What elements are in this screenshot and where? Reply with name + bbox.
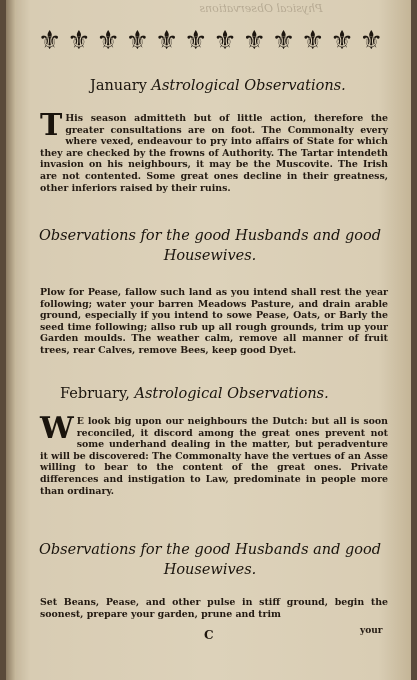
fleuron-icon: ⚜ [184,26,208,56]
january-paragraph [40,108,388,194]
fleuron-icon: ⚜ [301,26,325,56]
fleuron-icon: ⚜ [154,26,179,56]
fleuron-icon: ⚜ [125,26,150,56]
february-heading-month: February, [60,386,130,402]
page-gutter [6,0,16,680]
fleuron-icon: ⚜ [67,26,91,56]
february-dropcap: W [40,411,74,446]
february-husbands-heading [30,540,390,580]
february-text: E look big upon our neighbours the Dutch: but all is soon reconciled, it discord among the great ones prevent not some underhand dealing in the matter, but peradventure it will be discovered: The Commonalty have the vertues of an Asse willing to bear to the content of the great ones. Private differences and instigation to Law, predominate in people more than ordinary. [40,416,388,497]
january-husbands-heading-line2: Housewives. [163,248,257,264]
february-husbands-heading-line2: Housewives. [163,562,257,578]
fleuron-icon: ⚜ [38,26,62,56]
catchword: your [360,626,383,636]
january-dropcap: T [40,108,63,143]
january-husbands-heading [30,226,390,266]
january-text: His season admitteth but of little action, therefore the greater consultations are on foot. The Commonalty every where vexed, endeavour to pry into affairs of State for which they are checked by the frowns of Authority. The Tartar intendeth invasion on his neighbours, it may be the Muscovite. The Irish are not contented. Some great ones decline in their greatness, other inferiors raised by their ruins. [40,113,388,194]
january-husbands-heading-line1: Observations for the good Husbands and good [38,228,382,244]
fleuron-icon: ⚜ [242,26,266,56]
january-heading-month: January [90,78,147,94]
fleuron-ornament-band [38,24,383,58]
fleuron-icon: ⚜ [330,26,354,56]
show-through-running-head: Physical Observations [199,2,323,15]
january-husbands-paragraph [40,287,388,357]
fleuron-icon: ⚜ [359,26,383,56]
february-heading [60,386,329,402]
january-heading [90,78,346,94]
signature-mark: C [204,628,214,642]
fleuron-icon: ⚜ [96,26,120,56]
fleuron-icon: ⚜ [213,26,237,56]
january-husbands-text: Plow for Pease, fallow such land as you intend shall rest the year following; water your barren Meadows Pasture, and drain arable ground, especially if you intend to sowe Pease, Oats, or Barly the seed time following; allso rub up all rough grounds, trim up your Garden moulds. The weather calm, remove all manner of fruit trees, rear Calves, remove Bees, keep good Dyet. [40,287,388,356]
book-page [6,0,411,680]
january-heading-title: Astrological Observations. [151,78,346,94]
february-paragraph [40,411,388,497]
february-husbands-heading-line1: Observations for the good Husbands and good [38,542,382,558]
february-husbands-paragraph [40,597,388,620]
february-heading-title: Astrological Observations. [134,386,329,402]
fleuron-icon: ⚜ [271,26,296,56]
february-husbands-text: Set Beans, Pease, and other pulse in stiff ground, begin the soonest, prepare your garden, prune and trim [40,597,388,620]
